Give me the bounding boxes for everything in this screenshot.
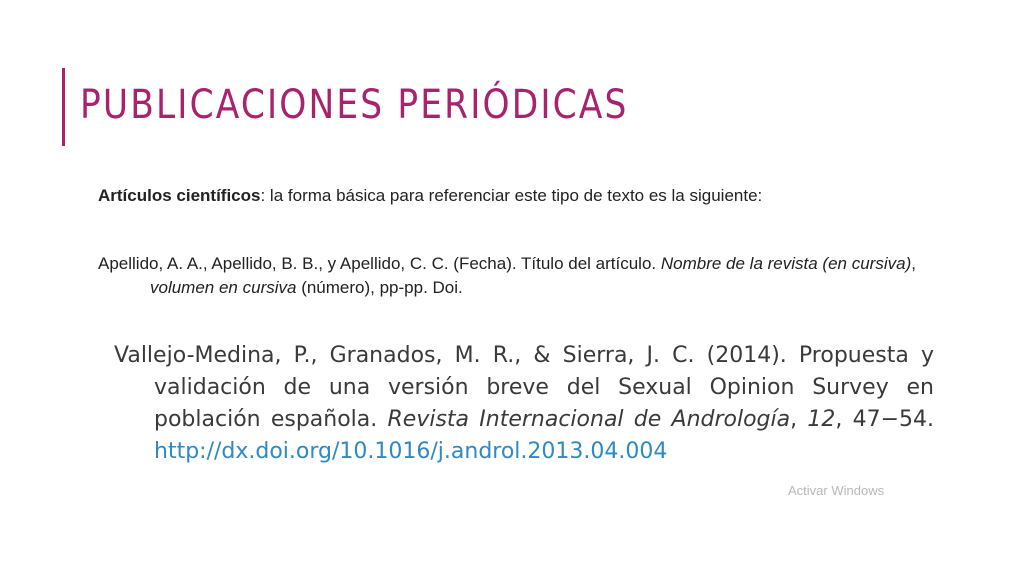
format-sep: ,	[911, 254, 916, 273]
intro-label: Artículos científicos	[98, 186, 261, 205]
slide-title: PUBLICACIONES PERIÓDICAS	[80, 82, 629, 128]
reference-example	[114, 340, 934, 468]
activation-watermark: Activar Windows	[788, 483, 885, 498]
format-tail: (número), pp-pp. Doi.	[296, 278, 463, 297]
format-authors-date-title: Apellido, A. A., Apellido, B. B., y Apellido, C. C. (Fecha). Título del artículo.	[98, 254, 661, 273]
format-journal: Nombre de la revista (en cursiva)	[660, 254, 912, 273]
intro-paragraph	[98, 184, 898, 208]
example-doi-link[interactable]: http://dx.doi.org/10.1016/j.androl.2013.04.004	[154, 439, 668, 464]
example-article-title: Propuesta y validación de una versión breve del Sexual Opinion Survey en población española.	[154, 343, 934, 432]
example-sep: ,	[790, 407, 808, 432]
reference-format	[98, 252, 970, 300]
title-accent-bar	[62, 68, 65, 146]
example-pages: , 47−54.	[835, 407, 934, 432]
format-volume: volumen en cursiva	[150, 278, 297, 297]
example-journal: Revista Internacional de Andrología	[387, 407, 791, 432]
intro-text: : la forma básica para referenciar este tipo de texto es la siguiente:	[260, 186, 763, 205]
example-volume: 12	[807, 407, 836, 432]
example-authors-date: Vallejo-Medina, P., Granados, M. R., & Sierra, J. C. (2014).	[114, 343, 799, 368]
